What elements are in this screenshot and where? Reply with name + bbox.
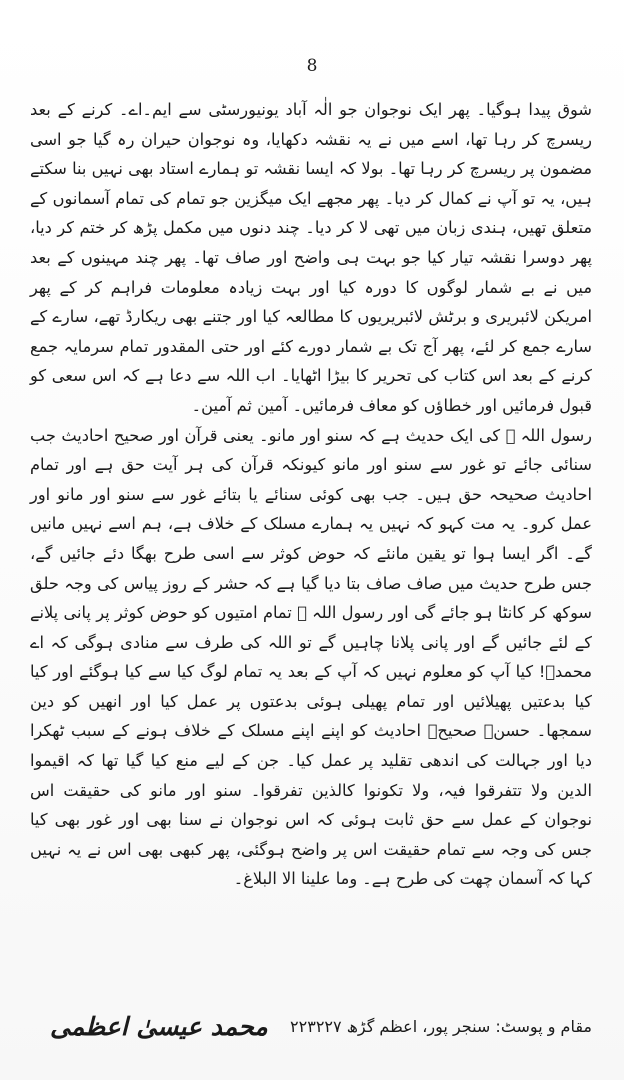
author-address: مقام و پوسٹ: سنجر پور، اعظم گڑھ ۲۲۳۲۲۷ (290, 1017, 592, 1036)
paragraph-1: شوق پیدا ہوگیا۔ پھر ایک نوجوان جو الٰہ آباد یونیورسٹی سے ایم۔اے۔ کرنے کے بعد ریسرچ کر رہا تھا، اسے میں نے یہ نقشہ دکھایا، وہ نوجوان حیران رہ گیا جو اسی مضمون پر ریسرچ کر رہا تھا۔ بولا کہ ایسا نقشہ تو ہمارے استاد بھی نہیں بنا سکتے ہیں، یہ تو آپ نے کمال کر دیا۔ پھر مجھے ایک میگزین جو تمام کی تمام آسمانوں کے متعلق تھیں، ہندی زبان میں تھی لا کر دیا۔ چند دنوں میں مکمل پڑھ کر ختم کر دیا، پھر دوسرا نقشہ تیار کیا جو بہت ہی واضح اور صاف تھا۔ پھر چند مہینوں کے بعد میں نے بے شمار لوگوں کا دورہ کیا اور بہت زیادہ معلومات فراہم کر کے پھر امریکن لائبریری و برٹش لائبریریوں کا مطالعہ کیا اور جتنے بھی ریکارڈ تھے، سارے کے سارے جمع کر لئے، پھر آج تک بے شمار دورے کئے اور حتی المقدور تمام سرمایہ جمع کرنے کے بعد اس کتاب کی تحریر کا بیڑا اٹھایا۔ اب اللہ سے دعا ہے کہ اس سعی کو قبول فرمائیں اور خطاؤں کو معاف فرمائیں۔ آمین ثم آمین۔ (30, 100, 592, 415)
body-text (30, 95, 592, 894)
page-number: 8 (306, 56, 318, 76)
paragraph-2: رسول اللہ ﷺ کی ایک حدیث ہے کہ سنو اور مانو۔ یعنی قرآن اور صحیح احادیث جب سنائی جائے تو غور سے سنو اور مانو کیونکہ قرآن کی ہر آیت حق ہے اور تمام احادیث صحیحہ حق ہیں۔ جب بھی کوئی سنائے یا بتائے غور سے سنو اور مانو اور عمل کرو۔ یہ مت کہو کہ نہیں یہ ہمارے مسلک کے خلاف ہے، ہم اسے نہیں مانیں گے۔ اگر ایسا ہوا تو یقین مانئے کہ حوض کوثر سے اسی طرح بھگا دئے جائیں گے، جس طرح حدیث میں صاف صاف بتا دیا گیا ہے کہ حشر کے روز پیاس کی وجہ حلق سوکھ کر کانٹا ہو جائے گی اور رسول اللہ ﷺ تمام امتیوں کو حوض کوثر پر پانی پلانے کے لئے جائیں گے اور پانی پلانا چاہیں گے تو اللہ کی طرف سے منادی ہوگی کہ اے محمدؐ! کیا آپ کو معلوم نہیں کہ آپ کے بعد یہ تمام لوگ کیا سے کیا ہوگئے اور کیا کیا بدعتیں پھیلائیں اور تمام پھیلی ہوئی بدعتوں پر عمل کیا اور انھیں کو دین سمجھا۔ حسنؔ صحیحؔ احادیث کو اپنے اپنے مسلک کے خلاف ہونے کے سبب ٹھکرا دیا اور جہالت کی اندھی تقلید پر عمل کیا۔ جن کے لیے منع کیا گیا تھا کہ اقیموا الدین ولا تتفرقوا فیہ، ولا تکونوا کالذین تفرقوا۔ سنو اور مانو کی حقیقت اس نوجوان کے عمل سے حق ثابت ہوئی کہ اس نوجوان نے سنا بھی اور غور بھی کیا جس کی وجہ سے تمام حقیقت اس پر واضح ہوگئی، پھر کبھی بھی اس نے یہ نہیں کہا کہ آسمان چھت کی طرح ہے۔ وما علینا الا البلاغ۔ (30, 425, 592, 889)
author-signature: محمد عیسیٰ اعظمی (50, 1012, 268, 1041)
signature-row (30, 1012, 592, 1041)
